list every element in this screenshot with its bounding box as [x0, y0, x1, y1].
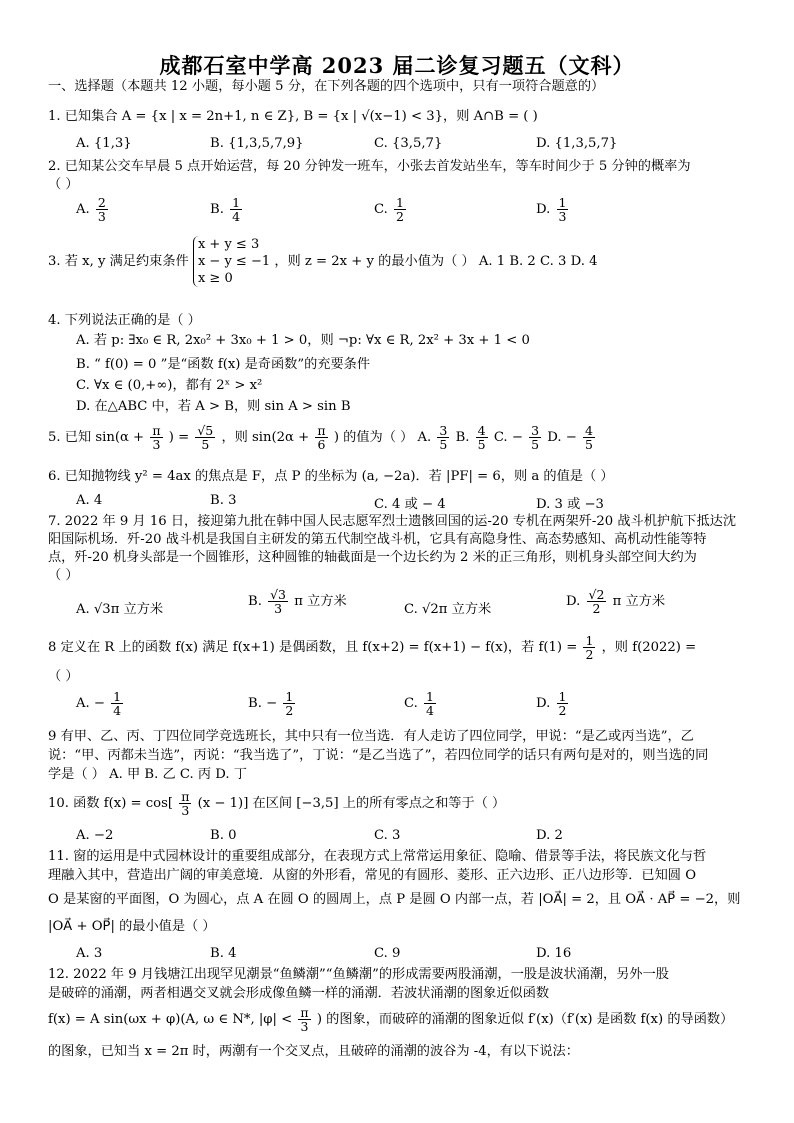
q8-option-b: B. − $\frac{1}{2}$: [248, 689, 294, 719]
q6-option-b: B. 3: [210, 493, 237, 508]
q7-line-4: （ ）: [48, 568, 79, 583]
q9-line-2: 说：“甲、丙都未当选”，丙说：“我当选了”，丁说：“是乙当选了”，若四位同学的话只有两句是对的，则当选的同: [48, 748, 709, 763]
q3-constraint-system: x + y ≤ 3 x − y ≤ −1 x ≥ 0: [193, 236, 270, 287]
q8-option-c: C. $\frac{1}{4}$: [404, 689, 434, 719]
q11-line-4: |OA⃗ + OP⃗| 的最小值是（ ）: [48, 919, 216, 934]
q7-option-d: D. $\frac{√2}{2}$ π 立方米: [566, 587, 666, 617]
q4-option-a: A. 若 p: ∃x₀ ∈ R, 2x₀² + 3x₀ + 1 > 0，则 ¬p: ∀x ∈ R, 2x² + 3x + 1 < 0: [76, 333, 530, 348]
q7-line-2: 阳国际机场．歼-20 战斗机是我国自主研发的第五代制空战斗机，它具有高隐身性、高态势感知、高机动性能等特: [48, 532, 707, 547]
q1-option-b: B. {1,3,5,7,9}: [210, 136, 304, 151]
q6-stem: 6. 已知抛物线 y² = 4ax 的焦点是 F，点 P 的坐标为 (a, −2a)．若 |PF| = 6，则 a 的值是（ ）: [48, 469, 614, 484]
q4-stem: 4. 下列说法正确的是（ ）: [48, 313, 201, 328]
q12-line-1: 12. 2022 年 9 月钱塘江出现罕见潮景“鱼鳞潮”“鱼鳞潮”的形成需要两股涌潮，一股是波状涌潮，另外一股: [48, 967, 669, 982]
q6-option-c: C. 4 或 − 4: [374, 497, 446, 512]
q1-stem: 1. 已知集合 A = {x | x = 2n+1, n ∈ Z}, B = {x | √(x−1) < 3}，则 A∩B = ( ): [48, 109, 538, 124]
q4-option-d: D. 在△ABC 中，若 A > B，则 sin A > sin B: [76, 399, 351, 414]
q8-option-a: A. − $\frac{1}{4}$: [76, 689, 122, 719]
q1-option-a: A. {1,3}: [76, 136, 132, 151]
q3-stem: 3. 若 x, y 满足约束条件 x + y ≤ 3 x − y ≤ −1 x ≥ 0 ，则 z = 2x + y 的最小值为（ ） A. 1 B. 2 C. 3 D. 4: [48, 237, 598, 286]
q10-option-b: B. 0: [210, 828, 237, 843]
q7-line-3: 点，歼-20 机身头部是一个圆锥形，这种圆锥的轴截面是一个边长约为 2 米的正三角形，则机身头部空间大约为: [48, 550, 697, 565]
q7-option-c: C. √2π 立方米: [404, 602, 492, 617]
q12-line-4: 的图象，已知当 x = 2π 时，两潮有一个交叉点，且破碎的涌潮的波谷为 -4，有以下说法：: [48, 1044, 579, 1059]
q6-option-d: D. 3 或 −3: [536, 497, 604, 512]
q11-option-d: D. 16: [536, 946, 572, 961]
q4-option-c: C. ∀x ∈ (0,+∞)，都有 2ˣ > x²: [76, 378, 263, 393]
section-heading: 一、选择题（本题共 12 小题，每小题 5 分，在下列各题的四个选项中，只有一项符合题意的）: [48, 79, 605, 94]
q11-option-a: A. 3: [76, 946, 103, 961]
q11-option-c: C. 9: [374, 946, 401, 961]
q2-option-a: A. $\frac{2}{3}$: [76, 195, 106, 225]
q5-stem: 5. 已知 sin(α + $\frac{\pi}{3}$ ) = $\frac{√5}{5}$ ，则 sin(2α + $\frac{\pi}{6}$ ) 的值为（ ） A. $\frac{3}{5}$ B. $\frac{4}{5}$ C. − $\frac{3}{5}$ D. − $\frac{4}{5}$: [48, 423, 593, 453]
q1-option-c: C. {3,5,7}: [374, 136, 443, 151]
q7-line-1: 7. 2022 年 9 月 16 日，接迎第九批在韩中国人民志愿军烈士遗骸回国的运-20 专机在两架歼-20 战斗机护航下抵达沈: [48, 514, 737, 529]
q11-line-1: 11. 窗的运用是中式园林设计的重要组成部分，在表现方式上常常运用象征、隐喻、借景等手法，将民族文化与哲: [48, 849, 707, 864]
q10-option-a: A. −2: [76, 828, 114, 843]
q2-stem: 2. 已知某公交车早晨 5 点开始运营，每 20 分钟发一班车，小张去首发站坐车，等车时间少于 5 分钟的概率为: [48, 159, 691, 174]
q8-paren: （ ）: [48, 669, 79, 684]
q8-stem: 8 定义在 R 上的函数 f(x) 满足 f(x+1) 是偶函数，且 f(x+2) = f(x+1) − f(x)，若 f(1) = $\frac{1}{2}$ ，则 f(2022) =: [48, 633, 697, 663]
q10-option-d: D. 2: [536, 828, 563, 843]
q9-line-1: 9 有甲、乙、丙、丁四位同学竞选班长，其中只有一位当选．有人走访了四位同学，甲说：“是乙或丙当选”，乙: [48, 729, 694, 744]
q2-option-c: C. $\frac{1}{2}$: [374, 195, 404, 225]
q2-option-d: D. $\frac{1}{3}$: [536, 195, 567, 225]
q10-option-c: C. 3: [374, 828, 401, 843]
q12-line-3: f(x) = A sin(ωx + φ)(A, ω ∈ N*, |φ| < $\frac{\pi}{3}$ ) 的图象，而破碎的涌潮的图象近似 f′(x)（f′(x) 是函数 f(x) 的导函数）: [48, 1005, 734, 1035]
q9-line-3: 学是（ ） A. 甲 B. 乙 C. 丙 D. 丁: [48, 767, 247, 782]
page-title: 成都石室中学高 2023 届二诊复习题五（文科）: [159, 53, 635, 78]
q11-line-3: O 是某窗的平面图，O 为圆心，点 A 在圆 O 的圆周上，点 P 是圆 O 内部一点，若 |OA⃗| = 2，且 OA⃗ · AP⃗ = −2，则: [48, 892, 741, 907]
q2-option-b: B. $\frac{1}{4}$: [210, 195, 241, 225]
q7-option-b: B. $\frac{√3}{3}$ π 立方米: [248, 587, 347, 617]
q11-line-2: 理融入其中，营造出广阔的审美意境．从窗的外形看，常见的有圆形、菱形、正六边形、正八边形等．已知圆 O: [48, 868, 696, 883]
q7-option-a: A. √3π 立方米: [76, 602, 164, 617]
q6-option-a: A. 4: [76, 493, 103, 508]
q1-option-d: D. {1,3,5,7}: [536, 136, 618, 151]
q4-option-b: B. “ f(0) = 0 ”是“函数 f(x) 是奇函数”的充要条件: [76, 357, 371, 372]
q12-line-2: 是破碎的涌潮，两者相遇交叉就会形成像鱼鳞一样的涌潮．若波状涌潮的图象近似函数: [48, 986, 550, 1001]
q10-stem: 10. 函数 f(x) = cos[ $\frac{\pi}{3}$ (x − 1)] 在区间 [−3,5] 上的所有零点之和等于（ ）: [48, 789, 506, 819]
q2-paren: （ ）: [48, 177, 79, 192]
q11-option-b: B. 4: [210, 946, 237, 961]
q8-option-d: D. $\frac{1}{2}$: [536, 689, 567, 719]
